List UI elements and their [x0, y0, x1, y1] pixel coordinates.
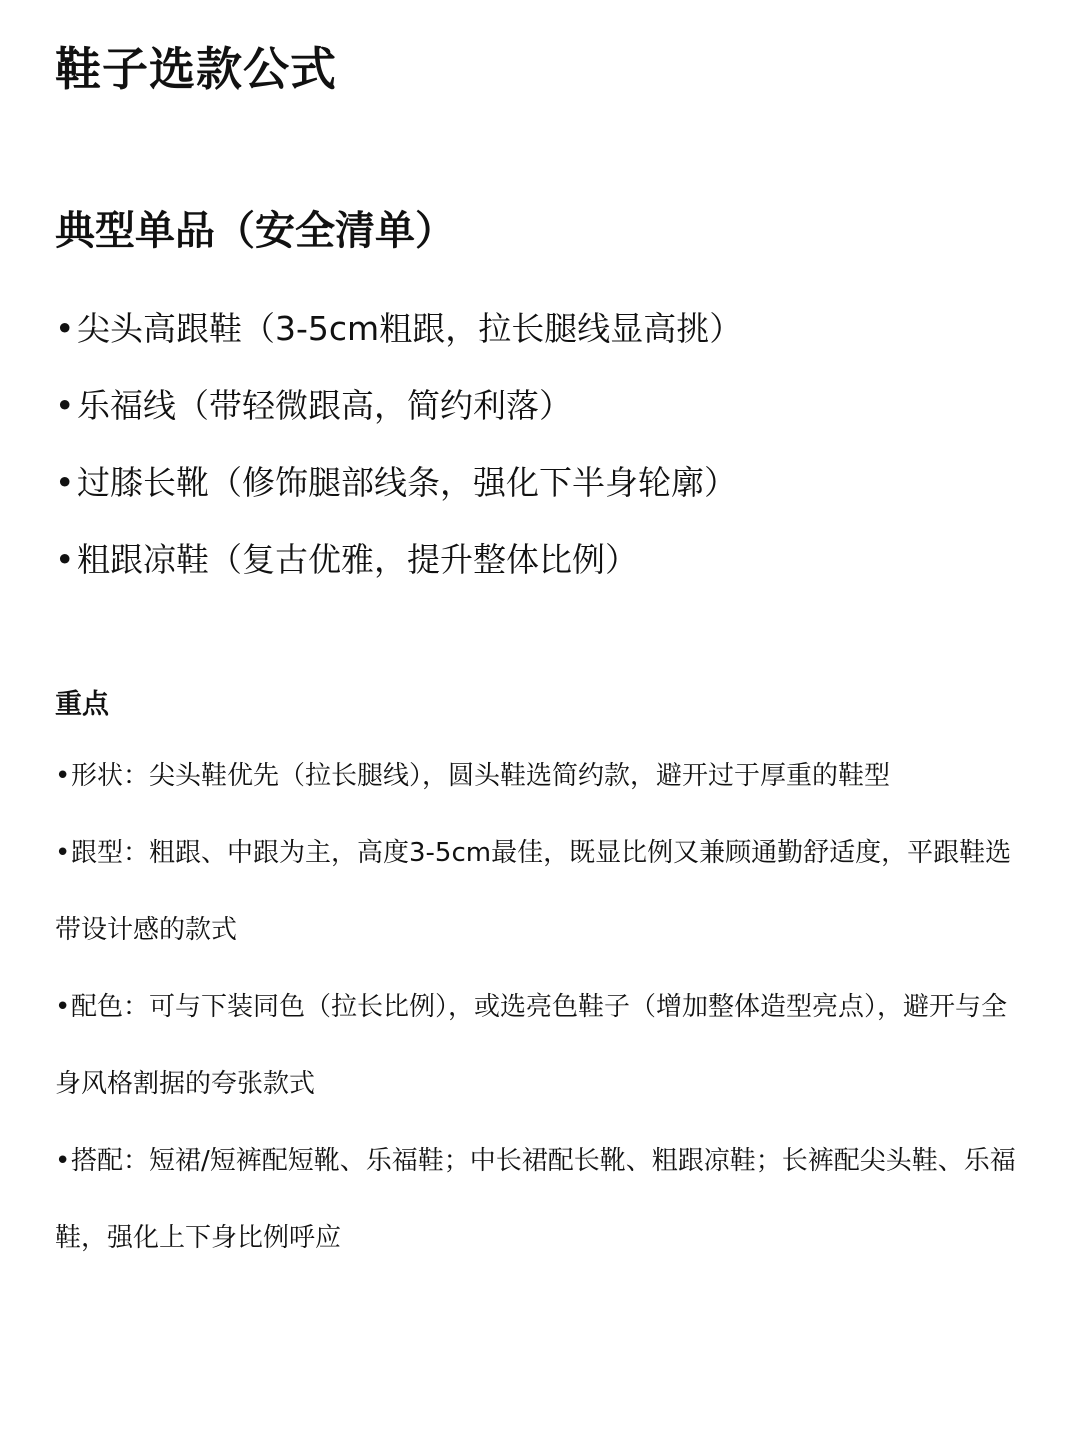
key-point-text: 搭配：短裙/短裤配短靴、乐福鞋；中长裙配长靴、粗跟凉鞋；长裤配尖头鞋、乐福鞋，强化上下身比例呼应: [55, 1146, 1016, 1253]
list-item: [55, 444, 742, 521]
typical-items-list: [55, 290, 742, 598]
bullet-icon: •: [55, 838, 71, 868]
key-point: [55, 1123, 1030, 1277]
key-point-text: 配色：可与下装同色（拉长比例），或选亮色鞋子（增加整体造型亮点），避开与全身风格割据的夸张款式: [55, 992, 1008, 1099]
key-point-text: 跟型：粗跟、中跟为主，高度3-5cm最佳，既显比例又兼顾通勤舒适度，平跟鞋选带设计感的款式: [55, 838, 1012, 945]
list-item-text: 粗跟凉鞋（复古优雅，提升整体比例）: [77, 540, 638, 579]
list-item-text: 尖头高跟鞋（3-5cm粗跟，拉长腿线显高挑）: [77, 309, 743, 348]
list-item: [55, 367, 742, 444]
bullet-icon: •: [55, 761, 71, 791]
bullet-icon: •: [55, 540, 75, 579]
list-item: [55, 290, 742, 367]
page-title: 鞋子选款公式: [55, 42, 337, 96]
bullet-icon: •: [55, 386, 75, 425]
list-item-text: 过膝长靴（修饰腿部线条，强化下半身轮廓）: [77, 463, 737, 502]
typical-items-heading: 典型单品（安全清单）: [55, 208, 455, 254]
list-item: [55, 521, 742, 598]
key-point-text: 形状：尖头鞋优先（拉长腿线），圆头鞋选简约款，避开过于厚重的鞋型: [71, 761, 891, 791]
key-point: [55, 738, 1030, 815]
bullet-icon: •: [55, 992, 71, 1022]
key-points-heading: 重点: [55, 689, 109, 720]
list-item-text: 乐福线（带轻微跟高，简约利落）: [77, 386, 572, 425]
bullet-icon: •: [55, 463, 75, 502]
key-point: [55, 815, 1030, 969]
bullet-icon: •: [55, 309, 75, 348]
key-points-list: [55, 738, 1030, 1277]
key-point: [55, 969, 1030, 1123]
bullet-icon: •: [55, 1146, 71, 1176]
